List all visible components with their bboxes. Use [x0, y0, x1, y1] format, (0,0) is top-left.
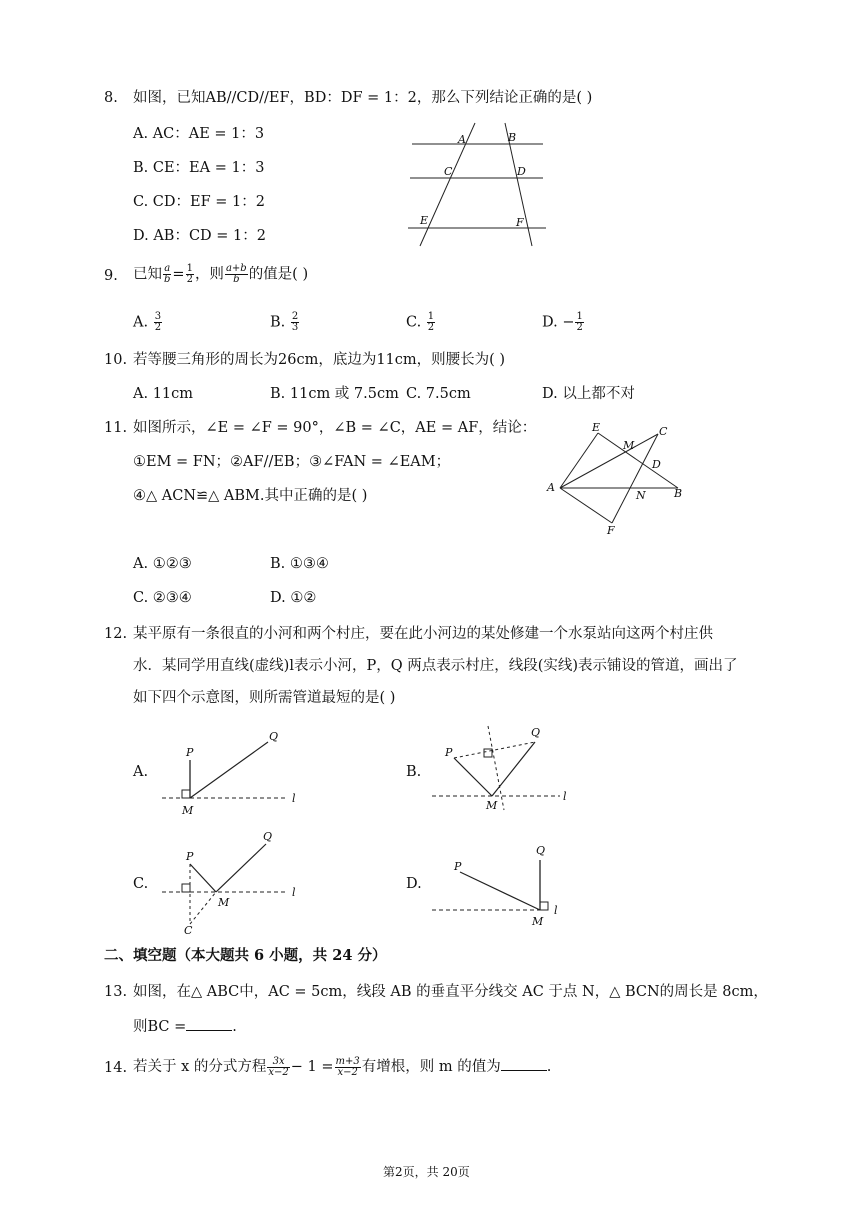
- q10-option-d: D. 以上都不对: [542, 386, 635, 402]
- q9-stem: 已知 $\frac{a}{b}$ = $\frac{1}{2}$ ，则 $\frac{a+b}{b}$ 的值是( ): [133, 263, 309, 285]
- section-heading-fill-blank: 二、填空题（本大题共 6 小题，共 24 分）: [104, 947, 387, 964]
- q12d-label-m: M: [532, 915, 544, 928]
- q8-option-a: A. AC：AE = 1：3: [133, 126, 265, 142]
- q8-label-a: A: [458, 133, 466, 146]
- q12-line3: 如下四个示意图，则所需管道最短的是( ): [133, 690, 396, 706]
- q12a-label-l: l: [292, 792, 296, 805]
- q8-stem: 如图，已知AB//CD//EF，BD：DF = 1：2，那么下列结论正确的是( ): [133, 90, 593, 106]
- page-footer: 第2页，共 20页: [383, 1165, 470, 1179]
- q13-answer-blank[interactable]: [186, 1016, 232, 1031]
- q11-label-b: B: [674, 487, 683, 500]
- q8-option-b: B. CE：EA = 1：3: [133, 160, 265, 176]
- q9-option-c: C. $\frac{1}{2}$: [406, 311, 435, 333]
- q11-line1: 如图所示，∠E = ∠F = 90°，∠B = ∠C，AE = AF，结论：: [133, 420, 537, 436]
- q12b-label-l: l: [563, 790, 567, 803]
- q9-option-b: B. $\frac{2}{3}$: [270, 311, 299, 333]
- q12a-label-p: P: [186, 746, 194, 759]
- q12a-label-m: M: [182, 804, 194, 817]
- q12d-label-l: l: [554, 904, 558, 917]
- q14-stem: 若关于 x 的分式方程 $\frac{3x}{x-2}$ − 1 = $\frac{m+3}{x-2}$ 有增根，则 m 的值为 .: [133, 1055, 552, 1078]
- q10-option-c: C. 7.5cm: [406, 386, 471, 402]
- q10-stem: 若等腰三角形的周长为26cm，底边为11cm，则腰长为( ): [133, 352, 506, 368]
- q11-figure: [540, 420, 700, 540]
- q11-line2: ①EM = FN；②AF//EB；③∠FAN = ∠EAM；: [133, 454, 451, 470]
- q8-label-f: F: [516, 216, 524, 229]
- q11-line3: ④△ ACN≌△ ABM.其中正确的是( ): [133, 488, 368, 504]
- q11-option-c: C. ②③④: [133, 590, 192, 606]
- q12c-label-m: M: [218, 896, 230, 909]
- q11-label-m: M: [623, 439, 635, 452]
- q13-line2: 则BC = .: [133, 1016, 237, 1037]
- q12-line2: 水．某同学用直线(虚线)l表示小河，P，Q 两点表示村庄，线段(实线)表示铺设的管道，画出了: [133, 658, 738, 674]
- q12-figure-c: [160, 826, 310, 938]
- q11-label-d: D: [652, 458, 661, 471]
- q8-number: 8.: [104, 90, 118, 106]
- q12b-label-m: M: [486, 799, 498, 812]
- q12c-label-c: C: [184, 924, 193, 937]
- q9-option-d: D. − $\frac{1}{2}$: [542, 311, 583, 333]
- q8-figure: [400, 118, 560, 250]
- q12-figure-d: [430, 836, 580, 936]
- q13-number: 13.: [104, 984, 128, 1000]
- q12-option-c: C.: [133, 876, 149, 892]
- q12b-label-p: P: [445, 746, 453, 759]
- q8-label-b: B: [508, 131, 517, 144]
- q12c-label-p: P: [186, 850, 194, 863]
- q12b-label-q: Q: [531, 726, 541, 739]
- q12d-label-q: Q: [536, 844, 546, 857]
- q12-option-b: B.: [406, 764, 422, 780]
- q12-figure-a: [160, 720, 310, 820]
- q14-number: 14.: [104, 1060, 128, 1076]
- q8-label-c: C: [444, 165, 453, 178]
- q8-label-d: D: [517, 165, 526, 178]
- q11-option-a: A. ①②③: [133, 556, 192, 572]
- q11-number: 11.: [104, 420, 128, 436]
- q13-line1: 如图，在△ ABC中，AC = 5cm，线段 AB 的垂直平分线交 AC 于点 N，△ BCN的周长是 8cm，: [133, 984, 768, 1000]
- q11-label-n: N: [636, 489, 646, 502]
- q9-option-a: A. $\frac{3}{2}$: [133, 311, 162, 333]
- q9-number: 9.: [104, 268, 118, 284]
- q11-label-a: A: [547, 481, 555, 494]
- q14-answer-blank[interactable]: [501, 1056, 547, 1071]
- q10-number: 10.: [104, 352, 128, 368]
- q12-option-a: A.: [133, 764, 149, 780]
- q8-label-e: E: [420, 214, 429, 227]
- q12-line1: 某平原有一条很直的小河和两个村庄，要在此小河边的某处修建一个水泵站向这两个村庄供: [133, 626, 713, 642]
- q12c-label-l: l: [292, 886, 296, 899]
- q11-label-c: C: [659, 425, 668, 438]
- q8-option-d: D. AB：CD = 1：2: [133, 228, 266, 244]
- q10-option-a: A. 11cm: [133, 386, 194, 402]
- q12d-label-p: P: [454, 860, 462, 873]
- q10-option-b: B. 11cm 或 7.5cm: [270, 386, 399, 402]
- q12a-label-q: Q: [269, 730, 279, 743]
- q8-option-c: C. CD：EF = 1：2: [133, 194, 265, 210]
- q11-label-e: E: [592, 421, 601, 434]
- q12c-label-q: Q: [263, 830, 273, 843]
- q11-option-d: D. ①②: [270, 590, 317, 606]
- q12-option-d: D.: [406, 876, 422, 892]
- q12-figure-b: [430, 720, 580, 820]
- q11-option-b: B. ①③④: [270, 556, 329, 572]
- q12-number: 12.: [104, 626, 128, 642]
- q11-label-f: F: [607, 524, 615, 537]
